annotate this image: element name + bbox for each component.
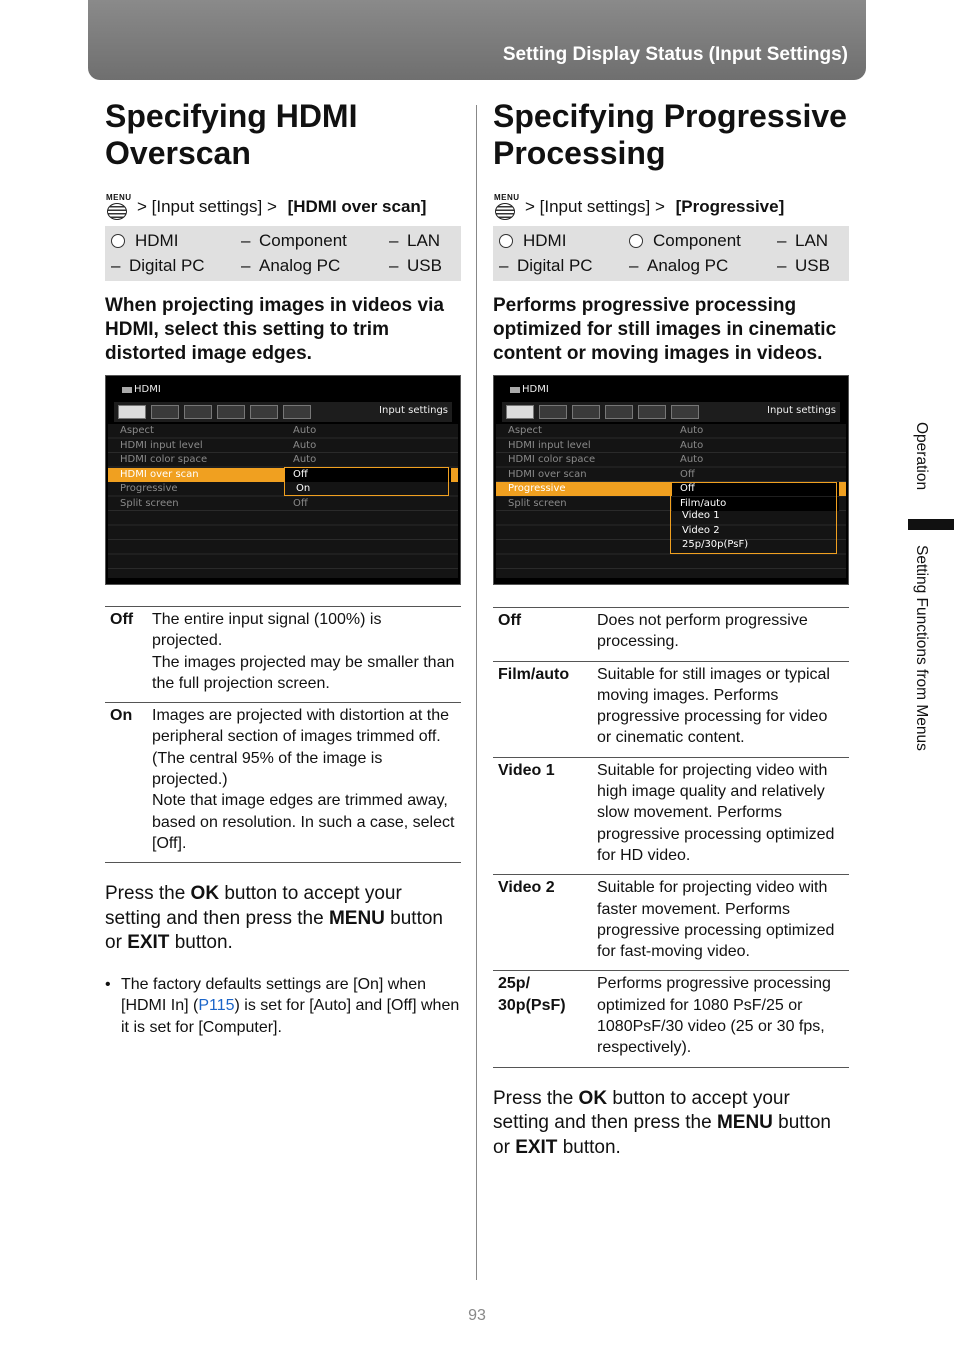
- projector-tab-icon: [217, 405, 245, 419]
- screen-menu-row: HDMI input level Auto: [120, 439, 317, 451]
- section-title: Specifying HDMI Overscan: [105, 98, 358, 171]
- supported-circle-icon: [111, 234, 125, 248]
- input-label: Analog PC: [259, 255, 341, 275]
- option-row: [493, 875, 849, 971]
- screen-menu-row: HDMI input level Auto: [508, 439, 704, 451]
- dropdown-option: Video 2: [682, 524, 720, 536]
- option-key: Video 1: [493, 757, 592, 874]
- press-instruction: [493, 1087, 849, 1161]
- install-tab-icon: [184, 405, 212, 419]
- option-description: Suitable for still images or typical moving images. Performs progressive processing for video or cinematic content.: [592, 661, 849, 757]
- input-availability-table: [493, 226, 849, 281]
- info-tab-icon: [671, 405, 699, 419]
- option-description: The entire input signal (100%) is projected. The images projected may be smaller than the full projection screen.: [147, 607, 461, 703]
- input-label: Component: [653, 230, 741, 250]
- input-label: LAN: [407, 230, 441, 250]
- option-table: [105, 606, 461, 863]
- side-section-label: Operation: [913, 422, 930, 491]
- unsupported-dash-icon: –: [111, 255, 121, 275]
- install-tab-icon: [572, 405, 600, 419]
- option-row: [493, 757, 849, 874]
- press-exit-label: EXIT: [127, 932, 170, 954]
- input-label: USB: [795, 255, 830, 275]
- press-text: button.: [169, 932, 233, 954]
- supported-circle-icon: [499, 234, 513, 248]
- press-instruction: [105, 882, 461, 956]
- side-index: [906, 0, 954, 1348]
- input-row: [493, 228, 849, 253]
- unsupported-dash-icon: –: [389, 230, 399, 250]
- note: • The factory defaults settings are [On] when [HDMI In] (P115) is set for [Auto] and [Off] when it is set for [Computer].: [105, 975, 460, 1036]
- section-title: Specifying Progressive Processing: [493, 98, 847, 171]
- input-cell: [235, 231, 383, 251]
- screen-menu-row: Split screen Film/auto: [496, 497, 846, 511]
- press-ok-label: OK: [578, 1087, 608, 1109]
- network-tab-icon: [638, 405, 666, 419]
- unsupported-dash-icon: –: [777, 255, 787, 275]
- unsupported-dash-icon: –: [241, 255, 251, 275]
- menu-button-icon: MENU: [105, 193, 131, 221]
- option-row: [493, 661, 849, 757]
- option-key: On: [105, 703, 147, 863]
- option-table: [493, 607, 849, 1068]
- header-title: Setting Display Status (Input Settings): [502, 44, 848, 65]
- menu-path-item: [Progressive]: [675, 197, 785, 216]
- supported-circle-icon: [629, 234, 643, 248]
- input-label: USB: [407, 255, 442, 275]
- input-label: LAN: [795, 230, 829, 250]
- input-label: Component: [259, 230, 347, 250]
- option-dropdown: [284, 467, 449, 496]
- unsupported-dash-icon: –: [777, 230, 787, 250]
- input-cell: [623, 256, 771, 276]
- press-text: button or: [493, 1112, 831, 1158]
- input-cell: [383, 256, 461, 276]
- menu-path-prefix: > [Input settings] >: [525, 197, 670, 216]
- page-number: 93: [468, 1307, 486, 1324]
- press-menu-label: MENU: [328, 907, 385, 929]
- input-cell: [235, 256, 383, 276]
- input-cell: [105, 256, 235, 276]
- input-cell: [493, 256, 623, 276]
- input-cell: [771, 231, 849, 251]
- option-description: Images are projected with distortion at the peripheral section of images trimmed off. (The central 95% of the image is projected.) Note that image edges are trimmed away, based on resolution. In such a case, select [Off].: [147, 703, 461, 863]
- column-divider: [476, 105, 477, 1280]
- input-cell: [771, 256, 849, 276]
- info-tab-icon: [283, 405, 311, 419]
- press-exit-label: EXIT: [515, 1136, 558, 1158]
- screen-menu-row: Aspect Auto: [508, 425, 704, 436]
- dropdown-option: 25p/30p(PsF): [682, 539, 749, 550]
- input-label: HDMI: [523, 230, 567, 250]
- option-key: Off: [493, 608, 592, 662]
- page-link[interactable]: P115: [198, 997, 235, 1015]
- input-label: Digital PC: [129, 255, 205, 275]
- side-chapter-label: Setting Functions from Menus: [913, 545, 930, 751]
- dropdown-option: Video 1: [682, 510, 720, 521]
- press-text: button or: [105, 907, 443, 954]
- option-row: [105, 703, 461, 863]
- left-column: [105, 98, 461, 1038]
- menu-screenshot: [105, 375, 461, 585]
- option-key: 25p/ 30p(PsF): [493, 971, 592, 1067]
- lead-text: Performs progressive processing optimized for still images in cinematic content or moving images in videos.: [493, 295, 837, 364]
- press-ok-label: OK: [190, 883, 220, 905]
- unsupported-dash-icon: –: [629, 255, 639, 275]
- menu-path-prefix: > [Input settings] >: [137, 197, 282, 216]
- image-tab-icon: [539, 405, 567, 419]
- press-text: button to accept your setting and then press the: [493, 1087, 790, 1134]
- option-row: [105, 607, 461, 703]
- screen-source-label: HDMI: [522, 384, 549, 395]
- input-row: [105, 228, 461, 253]
- menu-path: [493, 190, 849, 224]
- press-text: Press the: [493, 1087, 579, 1109]
- input-cell: [105, 231, 235, 251]
- unsupported-dash-icon: –: [499, 255, 509, 275]
- screen-menu-row: HDMI over scan Off: [108, 468, 458, 482]
- image-tab-icon: [151, 405, 179, 419]
- press-text: Press the: [105, 883, 191, 905]
- option-key: Video 2: [493, 875, 592, 971]
- option-row: [493, 971, 849, 1067]
- side-marker: [908, 519, 954, 530]
- press-menu-label: MENU: [716, 1112, 773, 1134]
- screen-source-label: HDMI: [134, 384, 161, 395]
- menu-path-item: [HDMI over scan]: [287, 197, 427, 216]
- input-label: HDMI: [135, 230, 179, 250]
- hdmi-icon: [122, 387, 132, 393]
- input-row: [105, 253, 461, 278]
- input-cell: [493, 231, 623, 251]
- page-header: [88, 0, 866, 80]
- input-cell: [383, 231, 461, 251]
- input-label: Digital PC: [517, 255, 593, 275]
- right-column: [493, 98, 849, 1160]
- screen-menu-row: HDMI over scan Off: [508, 468, 695, 480]
- hdmi-icon: [510, 387, 520, 393]
- menu-screenshot: [493, 375, 849, 585]
- menu-button-icon: MENU: [493, 193, 519, 221]
- screen-menu-row: HDMI color space Auto: [120, 454, 317, 465]
- input-availability-table: [105, 226, 461, 281]
- press-text: button to accept your setting and then press the: [105, 883, 402, 929]
- option-row: [493, 608, 849, 662]
- unsupported-dash-icon: –: [241, 230, 251, 250]
- unsupported-dash-icon: –: [389, 255, 399, 275]
- display-tab-icon: [506, 405, 534, 419]
- option-description: Suitable for projecting video with high image quality and relatively slow movement. Performs progressive processing optimized for HD video.: [592, 757, 849, 874]
- input-row: [493, 253, 849, 278]
- option-key: Off: [105, 607, 147, 703]
- option-description: Does not perform progressive processing.: [592, 608, 849, 662]
- menu-path: [105, 190, 461, 224]
- input-cell: [623, 231, 771, 251]
- screen-menu-row: HDMI color space Auto: [508, 454, 704, 465]
- screen-menu-row: Progressive On: [120, 483, 311, 494]
- press-text: button.: [557, 1136, 621, 1158]
- screen-panel-label: Input settings: [767, 405, 836, 416]
- lead-text: When projecting images in videos via HDMI, select this setting to trim distorted image edges.: [105, 295, 444, 364]
- screen-menu-row: Progressive Off: [496, 482, 846, 496]
- projector-tab-icon: [605, 405, 633, 419]
- option-description: Suitable for projecting video with faster movement. Performs progressive processing optimized for fast-moving video.: [592, 875, 849, 971]
- option-description: Performs progressive processing optimized for 1080 PsF/25 or 1080PsF/30 video (25 or 30 fps, respectively).: [592, 971, 849, 1067]
- screen-panel-label: Input settings: [379, 405, 448, 416]
- screen-menu-row: Split screen Off: [120, 497, 308, 509]
- network-tab-icon: [250, 405, 278, 419]
- input-label: Analog PC: [647, 255, 729, 275]
- screen-menu-row: Aspect Auto: [120, 425, 317, 436]
- display-tab-icon: [118, 405, 146, 419]
- option-key: Film/auto: [493, 661, 592, 757]
